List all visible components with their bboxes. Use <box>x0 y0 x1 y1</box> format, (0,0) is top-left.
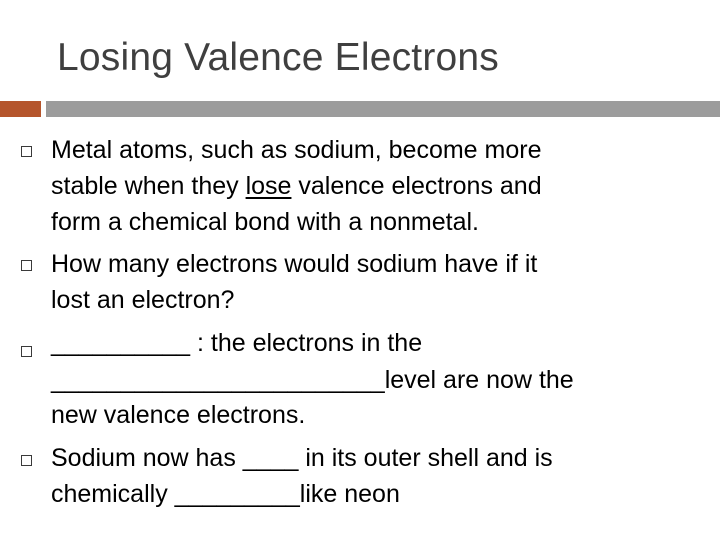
slide-title: Losing Valence Electrons <box>57 36 500 79</box>
hollow-square-bullet-icon <box>21 146 32 157</box>
title-accent-bar <box>0 101 41 117</box>
bullet-line: Metal atoms, such as sodium, become more <box>51 136 542 164</box>
bullet-line: chemically _________like neon <box>51 480 400 508</box>
hollow-square-bullet-icon <box>21 346 32 357</box>
hollow-square-bullet-icon <box>21 260 32 271</box>
underlined-word: lose <box>245 172 292 200</box>
bullet-line: form a chemical bond with a nonmetal. <box>51 208 479 236</box>
hollow-square-bullet-icon <box>21 455 32 466</box>
bullet-line: lost an electron? <box>51 286 235 314</box>
bullet-line: Sodium now has ____ in its outer shell and is <box>51 444 553 472</box>
bullet-line: ________________________level are now the <box>51 366 574 394</box>
title-divider-bar <box>46 101 720 117</box>
bullet-line: stable when they lose valence electrons and <box>51 172 542 200</box>
bullet-line: __________ : the electrons in the <box>51 329 423 357</box>
bullet-line: How many electrons would sodium have if it <box>51 250 538 278</box>
bullet-line: new valence electrons. <box>51 401 306 429</box>
